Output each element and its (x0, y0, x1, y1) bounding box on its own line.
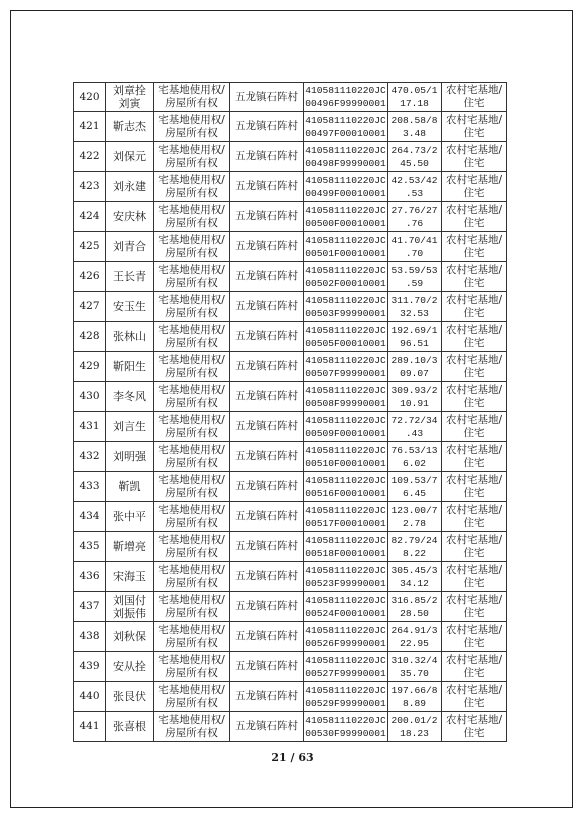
unit-code-cell: 410581110220JC 00505F00010001 (304, 322, 388, 352)
land-use-cell: 农村宅基地/ 住宅 (442, 352, 507, 382)
unit-code-cell: 410581110220JC 00529F99990001 (304, 682, 388, 712)
owner-name-cell: 靳阳生 (106, 352, 154, 382)
owner-name-cell: 李冬风 (106, 382, 154, 412)
land-use-cell: 农村宅基地/ 住宅 (442, 262, 507, 292)
row-number-cell: 422 (74, 142, 106, 172)
table-row (74, 562, 507, 592)
right-type-cell: 宅基地使用权/ 房屋所有权 (154, 442, 230, 472)
land-use-cell: 农村宅基地/ 住宅 (442, 712, 507, 742)
location-cell: 五龙镇石阵村 (230, 142, 304, 172)
owner-name-cell: 刘永建 (106, 172, 154, 202)
row-number-cell: 435 (74, 532, 106, 562)
unit-code-cell: 410581110220JC 00507F99990001 (304, 352, 388, 382)
table-row (74, 502, 507, 532)
table-row (74, 382, 507, 412)
land-use-cell: 农村宅基地/ 住宅 (442, 442, 507, 472)
table-row (74, 112, 507, 142)
table-row (74, 532, 507, 562)
right-type-cell: 宅基地使用权/ 房屋所有权 (154, 322, 230, 352)
unit-code-cell: 410581110220JC 00508F99990001 (304, 382, 388, 412)
right-type-cell: 宅基地使用权/ 房屋所有权 (154, 592, 230, 622)
land-use-cell: 农村宅基地/ 住宅 (442, 622, 507, 652)
right-type-cell: 宅基地使用权/ 房屋所有权 (154, 262, 230, 292)
location-cell: 五龙镇石阵村 (230, 682, 304, 712)
right-type-cell: 宅基地使用权/ 房屋所有权 (154, 112, 230, 142)
area-cell: 208.58/8 3.48 (388, 112, 442, 142)
row-number-cell: 430 (74, 382, 106, 412)
table-row (74, 292, 507, 322)
row-number-cell: 420 (74, 83, 106, 112)
area-cell: 289.10/3 09.07 (388, 352, 442, 382)
location-cell: 五龙镇石阵村 (230, 83, 304, 112)
area-cell: 264.91/3 22.95 (388, 622, 442, 652)
location-cell: 五龙镇石阵村 (230, 652, 304, 682)
unit-code-cell: 410581110220JC 00510F00010001 (304, 442, 388, 472)
land-use-cell: 农村宅基地/ 住宅 (442, 172, 507, 202)
owner-name-cell: 刘保元 (106, 142, 154, 172)
table-row (74, 232, 507, 262)
unit-code-cell: 410581110220JC 00516F00010001 (304, 472, 388, 502)
area-cell: 316.85/2 28.50 (388, 592, 442, 622)
owner-name-cell: 刘言生 (106, 412, 154, 442)
location-cell: 五龙镇石阵村 (230, 532, 304, 562)
table-body (74, 83, 507, 742)
land-use-cell: 农村宅基地/ 住宅 (442, 382, 507, 412)
location-cell: 五龙镇石阵村 (230, 172, 304, 202)
unit-code-cell: 410581110220JC 00524F00010001 (304, 592, 388, 622)
unit-code-cell: 410581110220JC 00502F00010001 (304, 262, 388, 292)
right-type-cell: 宅基地使用权/ 房屋所有权 (154, 682, 230, 712)
row-number-cell: 424 (74, 202, 106, 232)
table-row (74, 442, 507, 472)
unit-code-cell: 410581110220JC 00517F00010001 (304, 502, 388, 532)
area-cell: 109.53/7 6.45 (388, 472, 442, 502)
area-cell: 27.76/27 .76 (388, 202, 442, 232)
right-type-cell: 宅基地使用权/ 房屋所有权 (154, 562, 230, 592)
area-cell: 309.93/2 10.91 (388, 382, 442, 412)
row-number-cell: 427 (74, 292, 106, 322)
row-number-cell: 425 (74, 232, 106, 262)
area-cell: 470.05/1 17.18 (388, 83, 442, 112)
unit-code-cell: 410581110220JC 00500F00010001 (304, 202, 388, 232)
land-use-cell: 农村宅基地/ 住宅 (442, 562, 507, 592)
unit-code-cell: 410581110220JC 00530F99990001 (304, 712, 388, 742)
area-cell: 305.45/3 34.12 (388, 562, 442, 592)
right-type-cell: 宅基地使用权/ 房屋所有权 (154, 292, 230, 322)
row-number-cell: 438 (74, 622, 106, 652)
land-use-cell: 农村宅基地/ 住宅 (442, 232, 507, 262)
owner-name-cell: 张艮伏 (106, 682, 154, 712)
right-type-cell: 宅基地使用权/ 房屋所有权 (154, 142, 230, 172)
right-type-cell: 宅基地使用权/ 房屋所有权 (154, 83, 230, 112)
table-row (74, 682, 507, 712)
table-row (74, 83, 507, 112)
land-use-cell: 农村宅基地/ 住宅 (442, 412, 507, 442)
right-type-cell: 宅基地使用权/ 房屋所有权 (154, 382, 230, 412)
owner-name-cell: 张中平 (106, 502, 154, 532)
land-use-cell: 农村宅基地/ 住宅 (442, 202, 507, 232)
location-cell: 五龙镇石阵村 (230, 202, 304, 232)
property-rights-table (73, 82, 507, 742)
land-use-cell: 农村宅基地/ 住宅 (442, 322, 507, 352)
row-number-cell: 441 (74, 712, 106, 742)
unit-code-cell: 410581110220JC 00496F99990001 (304, 83, 388, 112)
right-type-cell: 宅基地使用权/ 房屋所有权 (154, 352, 230, 382)
right-type-cell: 宅基地使用权/ 房屋所有权 (154, 232, 230, 262)
table-row (74, 142, 507, 172)
owner-name-cell: 刘青合 (106, 232, 154, 262)
owner-name-cell: 靳增亮 (106, 532, 154, 562)
unit-code-cell: 410581110220JC 00523F99990001 (304, 562, 388, 592)
unit-code-cell: 410581110220JC 00501F00010001 (304, 232, 388, 262)
owner-name-cell: 刘明强 (106, 442, 154, 472)
table-row (74, 472, 507, 502)
right-type-cell: 宅基地使用权/ 房屋所有权 (154, 502, 230, 532)
location-cell: 五龙镇石阵村 (230, 622, 304, 652)
location-cell: 五龙镇石阵村 (230, 112, 304, 142)
area-cell: 76.53/13 6.02 (388, 442, 442, 472)
owner-name-cell: 刘章拴 刘寅 (106, 83, 154, 112)
table-row (74, 322, 507, 352)
location-cell: 五龙镇石阵村 (230, 262, 304, 292)
land-use-cell: 农村宅基地/ 住宅 (442, 682, 507, 712)
unit-code-cell: 410581110220JC 00526F99990001 (304, 622, 388, 652)
owner-name-cell: 靳志杰 (106, 112, 154, 142)
location-cell: 五龙镇石阵村 (230, 592, 304, 622)
land-use-cell: 农村宅基地/ 住宅 (442, 652, 507, 682)
table-row (74, 412, 507, 442)
land-use-cell: 农村宅基地/ 住宅 (442, 502, 507, 532)
location-cell: 五龙镇石阵村 (230, 562, 304, 592)
area-cell: 197.66/8 8.89 (388, 682, 442, 712)
location-cell: 五龙镇石阵村 (230, 322, 304, 352)
right-type-cell: 宅基地使用权/ 房屋所有权 (154, 202, 230, 232)
location-cell: 五龙镇石阵村 (230, 352, 304, 382)
area-cell: 310.32/4 35.70 (388, 652, 442, 682)
area-cell: 53.59/53 .59 (388, 262, 442, 292)
right-type-cell: 宅基地使用权/ 房屋所有权 (154, 712, 230, 742)
unit-code-cell: 410581110220JC 00518F00010001 (304, 532, 388, 562)
location-cell: 五龙镇石阵村 (230, 472, 304, 502)
land-use-cell: 农村宅基地/ 住宅 (442, 472, 507, 502)
row-number-cell: 433 (74, 472, 106, 502)
unit-code-cell: 410581110220JC 00527F99990001 (304, 652, 388, 682)
location-cell: 五龙镇石阵村 (230, 382, 304, 412)
table-row (74, 262, 507, 292)
right-type-cell: 宅基地使用权/ 房屋所有权 (154, 622, 230, 652)
area-cell: 200.01/2 18.23 (388, 712, 442, 742)
land-use-cell: 农村宅基地/ 住宅 (442, 292, 507, 322)
row-number-cell: 432 (74, 442, 106, 472)
page-number: 21 / 63 (271, 751, 314, 764)
area-cell: 41.70/41 .70 (388, 232, 442, 262)
row-number-cell: 423 (74, 172, 106, 202)
area-cell: 311.70/2 32.53 (388, 292, 442, 322)
land-use-cell: 农村宅基地/ 住宅 (442, 83, 507, 112)
table-row (74, 592, 507, 622)
unit-code-cell: 410581110220JC 00497F00010001 (304, 112, 388, 142)
owner-name-cell: 安庆林 (106, 202, 154, 232)
owner-name-cell: 安从拴 (106, 652, 154, 682)
owner-name-cell: 安玉生 (106, 292, 154, 322)
land-use-cell: 农村宅基地/ 住宅 (442, 592, 507, 622)
row-number-cell: 439 (74, 652, 106, 682)
table-row (74, 172, 507, 202)
table-row (74, 202, 507, 232)
area-cell: 42.53/42 .53 (388, 172, 442, 202)
area-cell: 192.69/1 96.51 (388, 322, 442, 352)
right-type-cell: 宅基地使用权/ 房屋所有权 (154, 532, 230, 562)
owner-name-cell: 张喜根 (106, 712, 154, 742)
table-row (74, 712, 507, 742)
location-cell: 五龙镇石阵村 (230, 442, 304, 472)
unit-code-cell: 410581110220JC 00509F00010001 (304, 412, 388, 442)
table-row (74, 652, 507, 682)
owner-name-cell: 宋海玉 (106, 562, 154, 592)
table-row (74, 352, 507, 382)
row-number-cell: 429 (74, 352, 106, 382)
right-type-cell: 宅基地使用权/ 房屋所有权 (154, 472, 230, 502)
location-cell: 五龙镇石阵村 (230, 232, 304, 262)
land-use-cell: 农村宅基地/ 住宅 (442, 112, 507, 142)
row-number-cell: 421 (74, 112, 106, 142)
area-cell: 264.73/2 45.50 (388, 142, 442, 172)
right-type-cell: 宅基地使用权/ 房屋所有权 (154, 652, 230, 682)
row-number-cell: 428 (74, 322, 106, 352)
location-cell: 五龙镇石阵村 (230, 412, 304, 442)
location-cell: 五龙镇石阵村 (230, 712, 304, 742)
row-number-cell: 440 (74, 682, 106, 712)
unit-code-cell: 410581110220JC 00499F00010001 (304, 172, 388, 202)
unit-code-cell: 410581110220JC 00503F99990001 (304, 292, 388, 322)
row-number-cell: 431 (74, 412, 106, 442)
row-number-cell: 436 (74, 562, 106, 592)
owner-name-cell: 王长青 (106, 262, 154, 292)
owner-name-cell: 靳凯 (106, 472, 154, 502)
right-type-cell: 宅基地使用权/ 房屋所有权 (154, 412, 230, 442)
location-cell: 五龙镇石阵村 (230, 292, 304, 322)
land-use-cell: 农村宅基地/ 住宅 (442, 142, 507, 172)
row-number-cell: 426 (74, 262, 106, 292)
location-cell: 五龙镇石阵村 (230, 502, 304, 532)
row-number-cell: 437 (74, 592, 106, 622)
owner-name-cell: 刘秋保 (106, 622, 154, 652)
right-type-cell: 宅基地使用权/ 房屋所有权 (154, 172, 230, 202)
row-number-cell: 434 (74, 502, 106, 532)
land-use-cell: 农村宅基地/ 住宅 (442, 532, 507, 562)
area-cell: 123.00/7 2.78 (388, 502, 442, 532)
area-cell: 82.79/24 8.22 (388, 532, 442, 562)
area-cell: 72.72/34 .43 (388, 412, 442, 442)
table-row (74, 622, 507, 652)
owner-name-cell: 张林山 (106, 322, 154, 352)
unit-code-cell: 410581110220JC 00498F99990001 (304, 142, 388, 172)
owner-name-cell: 刘国付 刘振伟 (106, 592, 154, 622)
